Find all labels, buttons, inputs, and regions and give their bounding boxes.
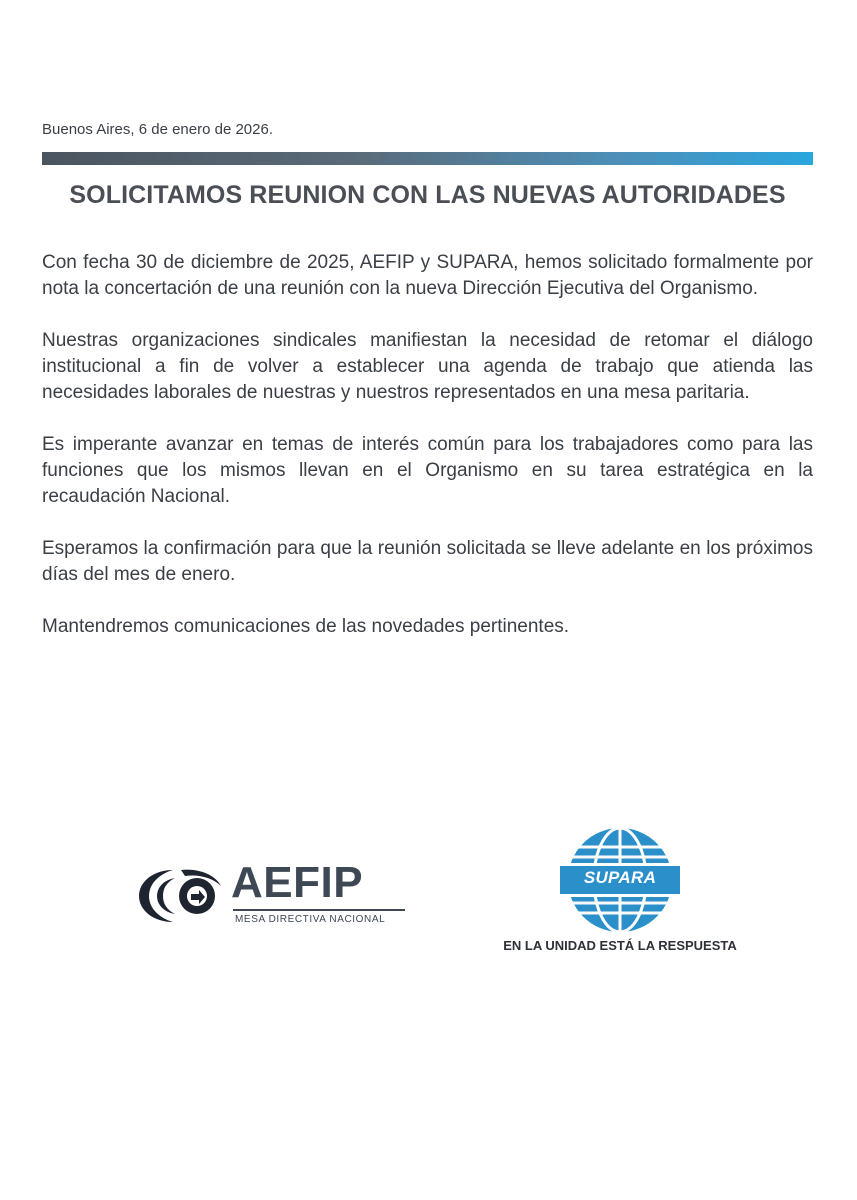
paragraph-5: Mantendremos comunicaciones de las novedades pertinentes. bbox=[42, 616, 570, 637]
supara-slogan: EN LA UNIDAD ESTÁ LA RESPUESTA bbox=[503, 938, 737, 953]
aefip-wordmark: AEFIP bbox=[231, 858, 364, 907]
supara-logo bbox=[560, 825, 680, 935]
document-date: Buenos Aires, 6 de enero de 2026. bbox=[42, 121, 274, 138]
aefip-logo bbox=[135, 858, 415, 932]
aefip-subtitle: MESA DIRECTIVA NACIONAL bbox=[235, 914, 386, 925]
paragraph-1: Con fecha 30 de diciembre de 2025, AEFIP y SUPARA, hemos solicitado formalmente por nota la concertación de una reunión con la nueva Dirección Ejecutiva del Organismo. bbox=[42, 252, 813, 299]
header-divider bbox=[42, 152, 813, 165]
paragraph-4: Esperamos la confirmación para que la reunión solicitada se lleve adelante en los próximos días del mes de enero. bbox=[42, 538, 813, 585]
aefip-underline bbox=[233, 909, 405, 911]
page-title: SOLICITAMOS REUNION CON LAS NUEVAS AUTORIDADES bbox=[69, 181, 786, 209]
paragraph-3: Es imperante avanzar en temas de interés común para los trabajadores como para las funciones que los mismos llevan en el Organismo en su tarea estratégica en la recaudación Nacional. bbox=[42, 434, 813, 507]
letter-body bbox=[42, 250, 813, 666]
aefip-swirl-icon bbox=[135, 864, 225, 926]
paragraph-2: Nuestras organizaciones sindicales manifiestan la necesidad de retomar el diálogo institucional a fin de volver a establecer una agenda de trabajo que atienda las necesidades laborales de nuestras y nuestros representados en una mesa paritaria. bbox=[42, 330, 813, 403]
supara-wordmark: SUPARA bbox=[583, 868, 657, 887]
